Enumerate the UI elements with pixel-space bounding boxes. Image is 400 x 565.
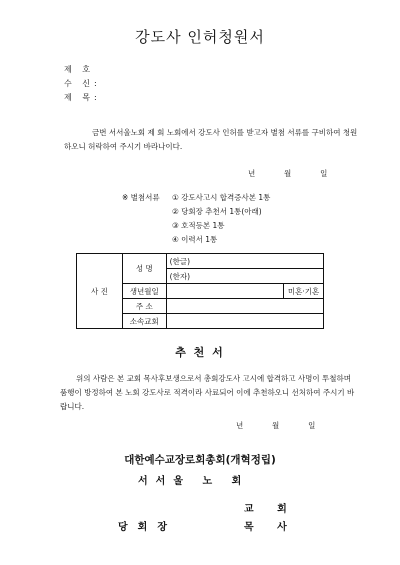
applicant-info-table (76, 253, 324, 329)
attachment-item: ① 강도사고시 합격증사본 1통 (172, 193, 271, 202)
attachment-item: ③ 호적등본 1통 (172, 221, 225, 230)
moderator-label: 당회장 (118, 522, 177, 533)
birth-field[interactable] (166, 284, 283, 299)
request-paragraph: 금번 서서울노회 제 회 노회에서 강도사 인허를 받고자 별첨 서류를 구비하여 청원하오니 허락하여 주시기 바라나이다. (64, 128, 358, 151)
address-label: 주 소 (122, 299, 166, 314)
date-month: 월 (272, 421, 280, 430)
request-date (248, 168, 327, 179)
attachment-item: ② 당회장 추천서 1통(아래) (172, 207, 262, 216)
document-number-label: 제 호 (64, 65, 94, 74)
date-month: 월 (284, 169, 292, 178)
church-field[interactable] (166, 314, 323, 329)
birth-label: 생년월일 (122, 284, 166, 299)
date-year: 년 (248, 169, 256, 178)
recommendation-paragraph: 위의 사람은 본 교회 목사후보생으로서 총회강도사 고시에 합격하고 사명이 투철하며 품행이 방정하여 본 노회 강도사로 적격이라 사료되어 이에 추천하오니 선처하여 주시기 바랍니다. (60, 374, 355, 411)
pastor-label: 목 사 (244, 522, 297, 533)
recommendation-date (236, 420, 315, 431)
subject-label: 제 목: (64, 93, 101, 102)
photo-cell: 사 진 (77, 254, 123, 329)
organization-name: 대한예수교장로회총회(개혁정립) (124, 454, 276, 466)
attachment-item: ④ 이력서 1통 (172, 235, 218, 244)
recipient-label: 수 신: (64, 79, 101, 88)
presbytery-name: 서서울 노 회 (138, 476, 250, 487)
church-label: 소속교회 (122, 314, 166, 329)
address-field[interactable] (166, 299, 323, 314)
attachments-label: ※ 별첨서류 (122, 193, 160, 202)
document-title: 강도사 인허청원서 (135, 28, 265, 46)
name-korean-field[interactable]: (한글) (166, 254, 323, 269)
date-day: 일 (308, 421, 316, 430)
marital-status[interactable]: 미혼·기혼 (284, 284, 324, 299)
church-line: 교 회 (244, 504, 297, 515)
recommendation-title: 추 천 서 (175, 346, 225, 359)
date-day: 일 (320, 169, 328, 178)
name-hanja-field[interactable]: (한자) (166, 269, 323, 284)
name-label: 성 명 (122, 254, 166, 284)
date-year: 년 (236, 421, 244, 430)
